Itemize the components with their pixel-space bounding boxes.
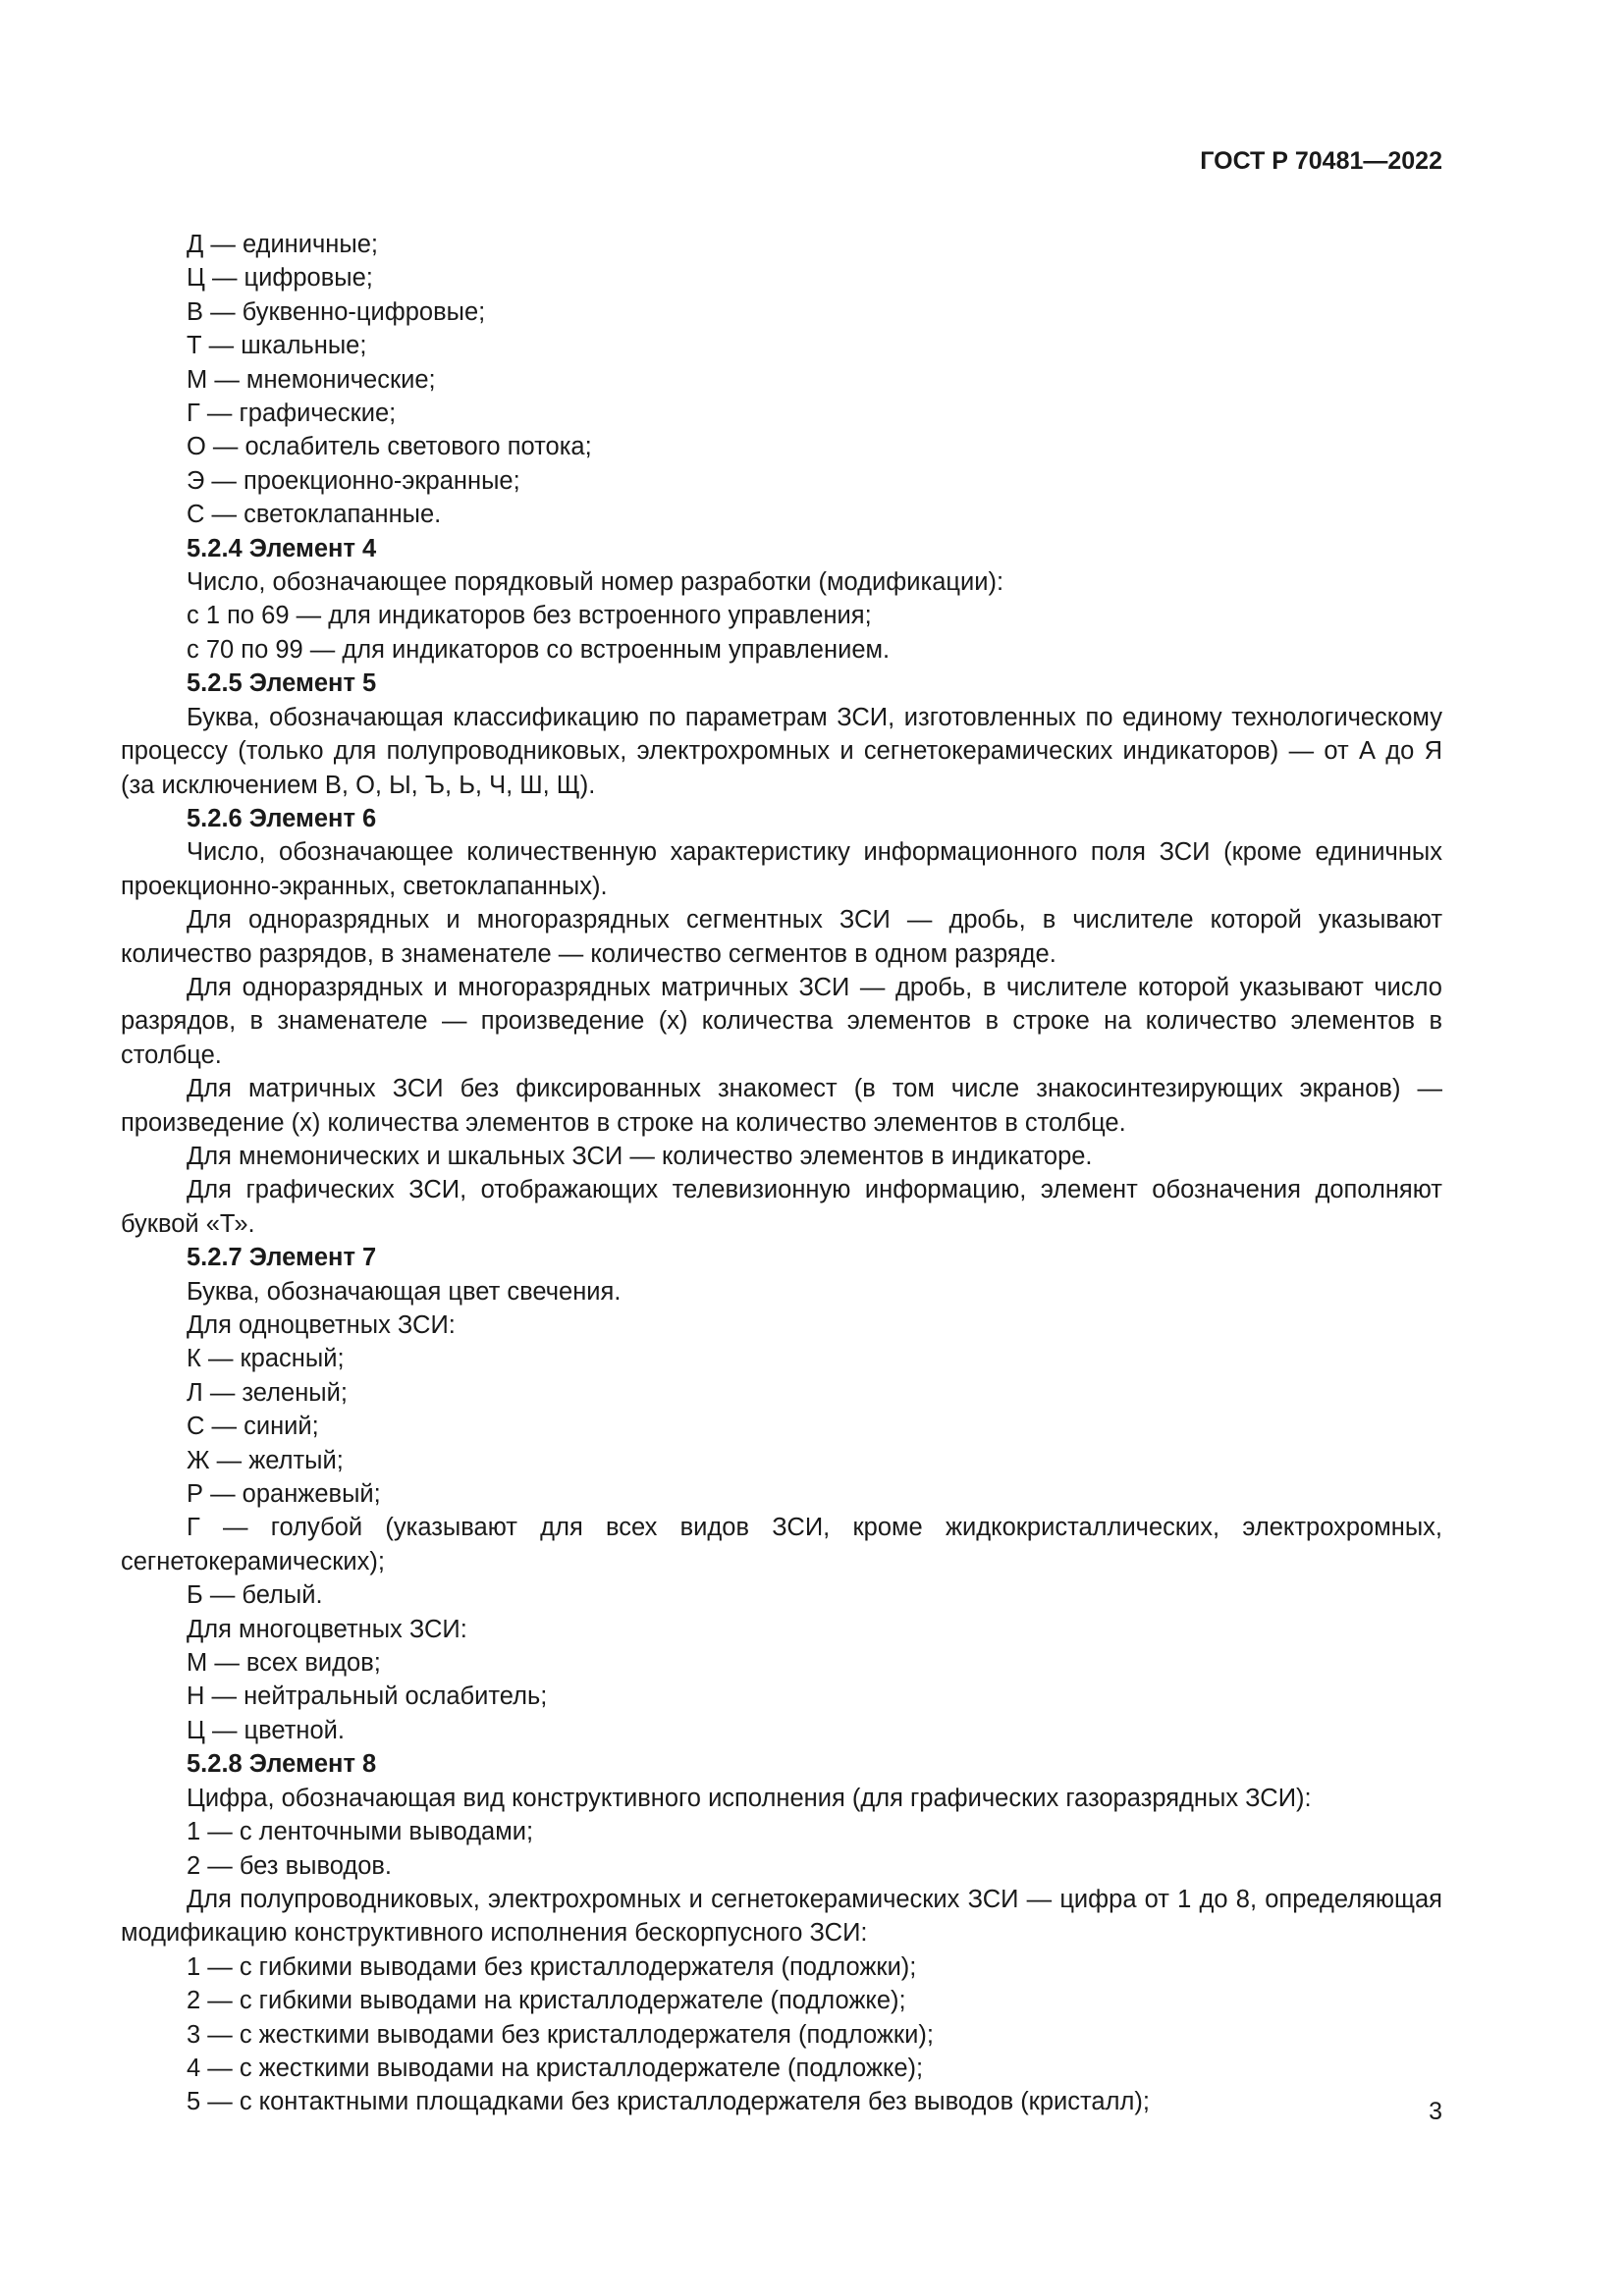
paragraph: с 70 по 99 — для индикаторов со встроенным управлением.: [187, 635, 891, 664]
section-heading: 5.2.5 Элемент 5: [187, 669, 377, 698]
paragraph: Для одноцветных ЗСИ:: [187, 1311, 456, 1339]
paragraph: 5 — с контактными площадками без кристаллодержателя без выводов (кристалл);: [187, 2088, 1150, 2116]
paragraph: С — светоклапанные.: [187, 501, 442, 529]
paragraph: 3 — с жесткими выводами без кристаллодержателя (подложки);: [187, 2020, 934, 2049]
paragraph: Л — зеленый;: [187, 1378, 348, 1407]
paragraph: К — красный;: [187, 1345, 345, 1373]
paragraph: Ц — цифровые;: [187, 264, 373, 293]
paragraph: Т — шкальные;: [187, 332, 367, 360]
paragraph: М — всех видов;: [187, 1649, 381, 1678]
paragraph: Б — белый.: [187, 1581, 323, 1610]
paragraph: с 1 по 69 — для индикаторов без встроенного управления;: [187, 602, 872, 630]
paragraph: Для графических ЗСИ, отображающих телевизионную информацию, элемент обозначения дополняют буквой «Т».: [121, 1176, 1442, 1238]
paragraph: В — буквенно-цифровые;: [187, 297, 486, 326]
paragraph: Г — голубой (указывают для всех видов ЗСИ, кроме жидкокристаллических, электрохромных, сегнетокерамических);: [121, 1514, 1442, 1575]
document-code-header: ГОСТ Р 70481—2022: [1200, 147, 1442, 175]
paragraph: Буква, обозначающая цвет свечения.: [187, 1277, 622, 1306]
paragraph: Р — оранжевый;: [187, 1480, 381, 1509]
paragraph: О — ослабитель светового потока;: [187, 433, 592, 461]
paragraph: 2 — без выводов.: [187, 1851, 393, 1880]
section-heading: 5.2.4 Элемент 4: [187, 534, 377, 562]
paragraph: Ц — цветной.: [187, 1716, 346, 1744]
paragraph: Для матричных ЗСИ без фиксированных знакомест (в том числе знакосинтезирующих экранов) — произведение (х) количества элементов в строке на количество элементов в столбце.: [121, 1075, 1442, 1137]
paragraph: Д — единичные;: [187, 231, 378, 258]
section-heading: 5.2.8 Элемент 8: [187, 1750, 377, 1779]
paragraph: 4 — с жесткими выводами на кристаллодержателе (подложке);: [187, 2054, 924, 2082]
paragraph: Буква, обозначающая классификацию по параметрам ЗСИ, изготовленных по единому технологическому процессу (только для полупроводниковых, электрохромных и сегнетокерамических индикаторов) — от А до Я (за исключением В, О, Ы, Ъ, Ь, Ч, Ш, Щ).: [121, 703, 1442, 799]
paragraph: Для полупроводниковых, электрохромных и сегнетокерамических ЗСИ — цифра от 1 до 8, определяющая модификацию конструктивного исполнения бескорпусного ЗСИ:: [121, 1885, 1442, 1948]
paragraph: Цифра, обозначающая вид конструктивного исполнения (для графических газоразрядных ЗСИ):: [187, 1784, 1312, 1812]
paragraph: Число, обозначающее порядковый номер разработки (модификации):: [187, 568, 1004, 597]
paragraph: Для многоцветных ЗСИ:: [187, 1615, 467, 1643]
paragraph: С — синий;: [187, 1413, 319, 1441]
section-heading: 5.2.6 Элемент 6: [187, 804, 377, 832]
document-body: [121, 228, 1442, 2119]
paragraph: Для одноразрядных и многоразрядных матричных ЗСИ — дробь, в числителе которой указывают число разрядов, в знаменателе — произведение (х) количества элементов в строке на количество элементов в столбце.: [121, 973, 1442, 1069]
paragraph: Г — графические;: [187, 400, 397, 428]
section-heading: 5.2.7 Элемент 7: [187, 1244, 377, 1272]
paragraph: Н — нейтральный ослабитель;: [187, 1682, 548, 1711]
paragraph: Для одноразрядных и многоразрядных сегментных ЗСИ — дробь, в числителе которой указывают количество разрядов, в знаменателе — количество сегментов в одном разряде.: [121, 906, 1442, 968]
paragraph: М — мнемонические;: [187, 365, 436, 394]
paragraph: 1 — с ленточными выводами;: [187, 1818, 534, 1846]
paragraph: Для мнемонических и шкальных ЗСИ — количество элементов в индикаторе.: [187, 1142, 1093, 1170]
page-number: 3: [1429, 2098, 1442, 2125]
paragraph: Э — проекционно-экранные;: [187, 466, 520, 495]
paragraph: Ж — желтый;: [187, 1446, 344, 1474]
paragraph: 1 — с гибкими выводами без кристаллодержателя (подложки);: [187, 1952, 917, 1981]
paragraph: 2 — с гибкими выводами на кристаллодержателе (подложке);: [187, 1987, 906, 2015]
paragraph: Число, обозначающее количественную характеристику информационного поля ЗСИ (кроме единичных проекционно-экранных, светоклапанных).: [121, 838, 1442, 900]
